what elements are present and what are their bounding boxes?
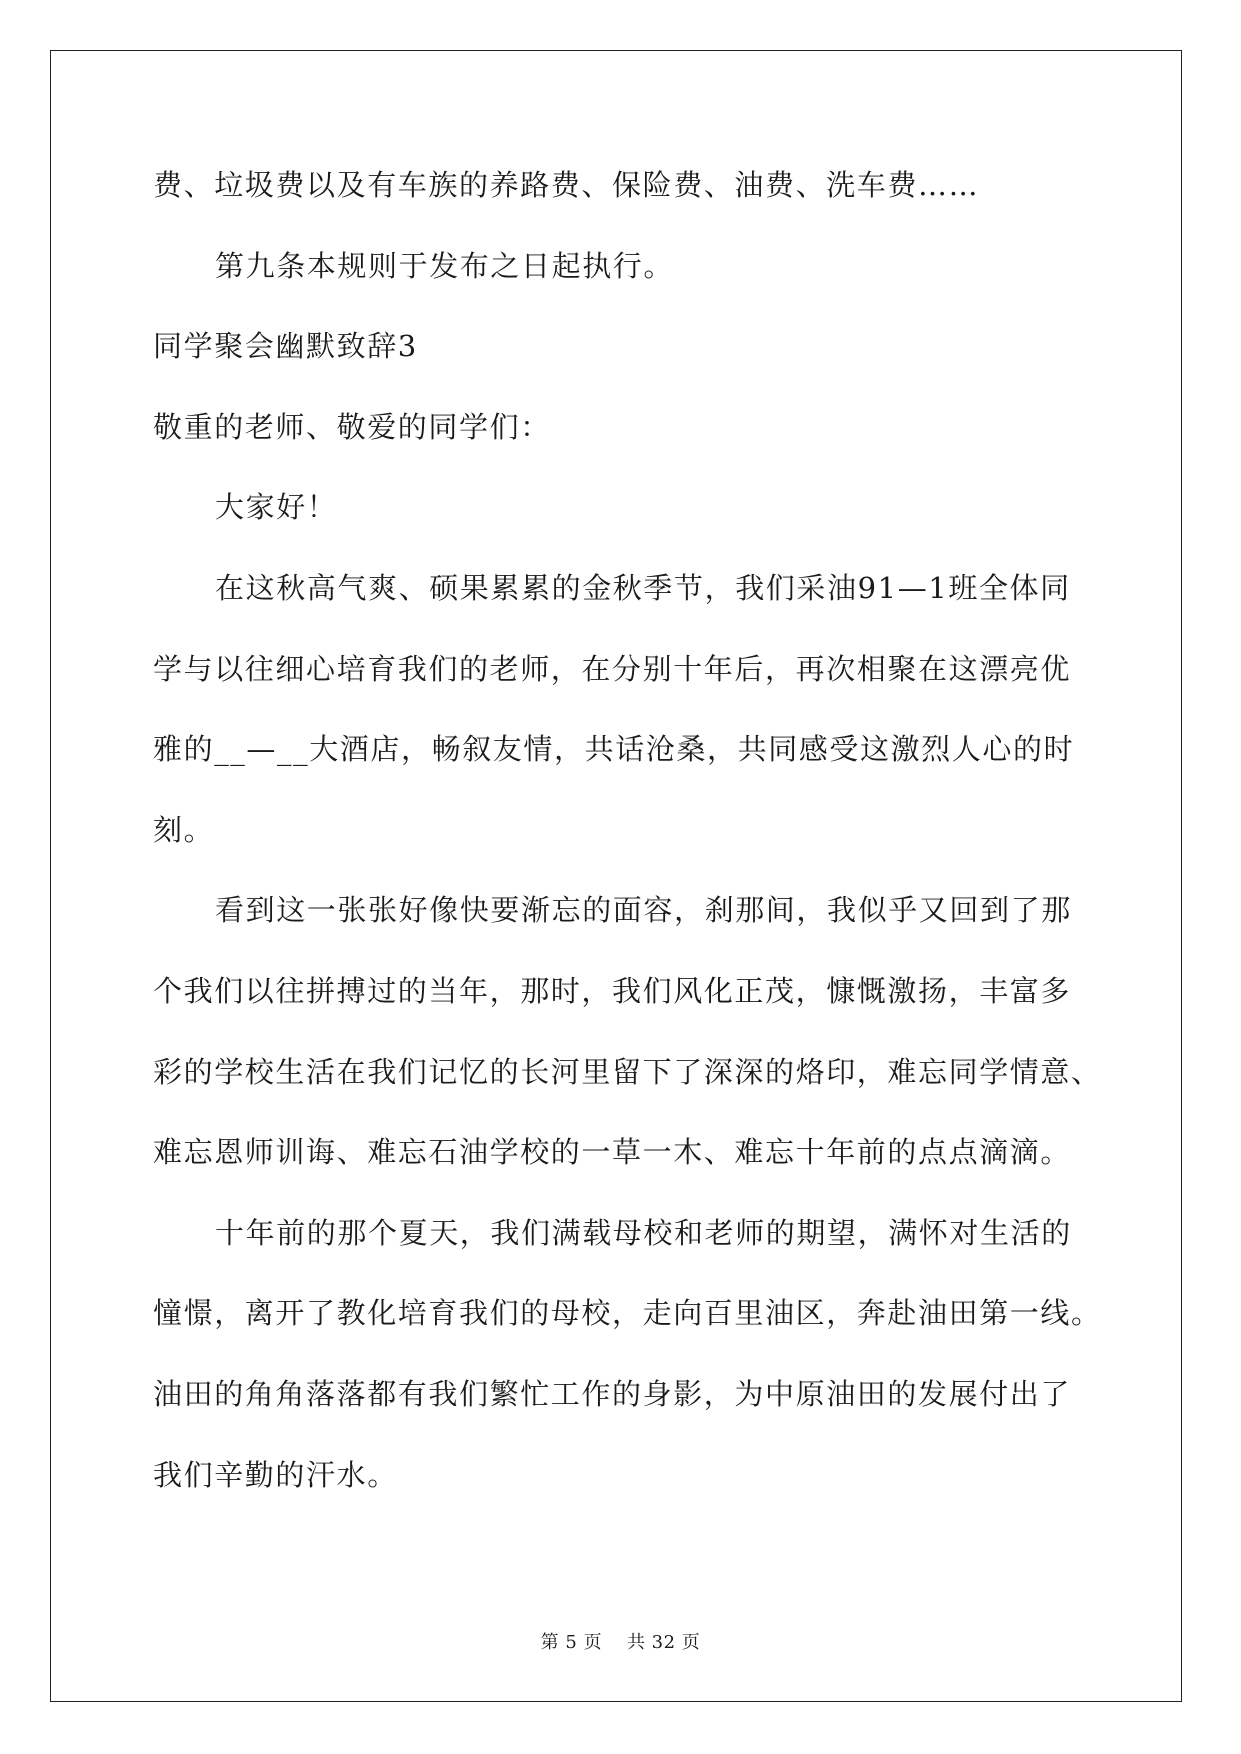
text-line: 难忘恩师训诲、难忘石油学校的一草一木、难忘十年前的点点滴滴。 [153,1135,1072,1170]
text-line: 我们辛勤的汗水。 [153,1457,398,1492]
text-line: 学与以往细心培育我们的老师，在分别十年后，再次相聚在这漂亮优 [153,651,1072,686]
text-line: 在这秋高气爽、硕果累累的金秋季节，我们采油91—1班全体同 [215,570,1071,605]
text-line: 个我们以往拼搏过的当年，那时，我们风化正茂，慷慨激扬，丰富多 [153,973,1072,1008]
text-line: 费、垃圾费以及有车族的养路费、保险费、油费、洗车费…… [153,168,980,202]
text-line: 刻。 [153,812,215,847]
text-line: 十年前的那个夏天，我们满载母校和老师的期望，满怀对生活的 [215,1215,1072,1250]
document-body [153,165,1113,1535]
text-line: 憧憬，离开了教化培育我们的母校，走向百里油区，奔赴油田第一线。 [153,1296,1102,1331]
salutation: 敬重的老师、敬爱的同学们： [153,409,551,444]
text-line: 彩的学校生活在我们记忆的长河里留下了深深的烙印，难忘同学情意、 [153,1054,1102,1089]
text-line: 雅的__—__大酒店，畅叙友情，共话沧桑，共同感受这激烈人心的时 [153,732,1075,767]
section-heading: 同学聚会幽默致辞3 [153,329,418,364]
page-number-label: 第 5 页 共 32 页 [540,1632,701,1653]
greeting: 大家好！ [215,490,338,525]
text-line: 油田的角角落落都有我们繁忙工作的身影，为中原油田的发展付出了 [153,1376,1072,1411]
text-line: 第九条本规则于发布之日起执行。 [215,248,675,283]
text-line: 看到这一张张好像快要渐忘的面容，刹那间，我似乎又回到了那 [215,893,1072,928]
page-footer [0,1628,1241,1654]
